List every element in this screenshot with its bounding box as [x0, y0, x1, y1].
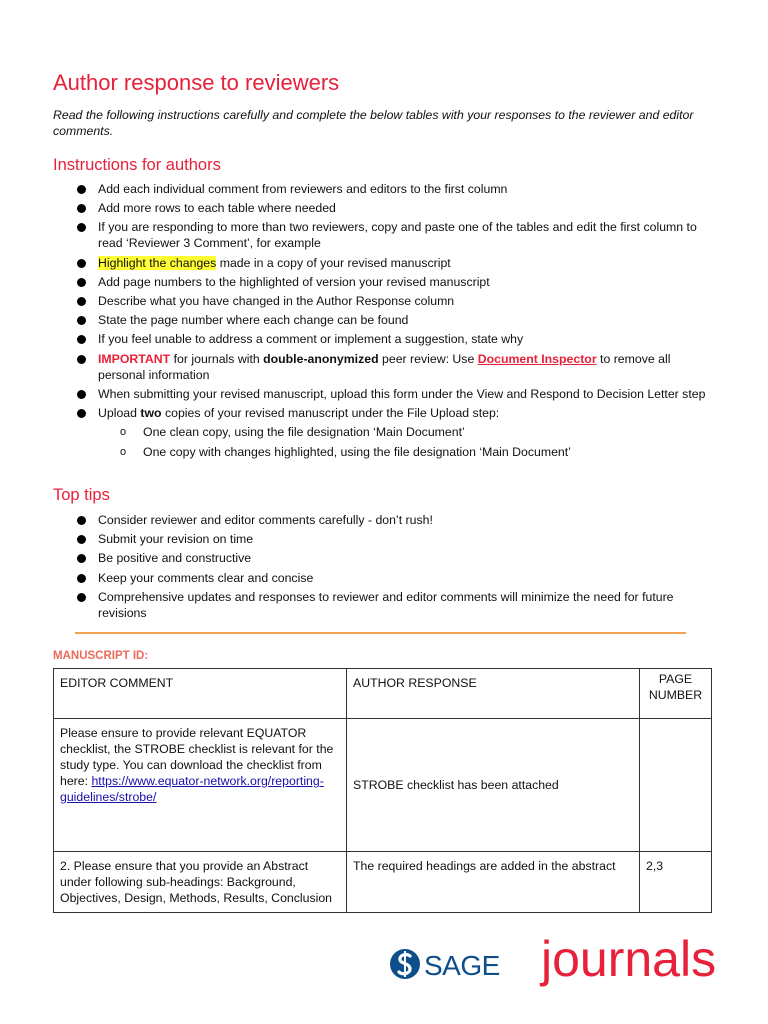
upload-sub-list — [98, 424, 720, 460]
section-divider — [75, 632, 686, 634]
document-title: Author response to reviewers — [53, 70, 340, 95]
bullet-icon — [77, 204, 86, 213]
sage-s-logo-icon — [389, 944, 421, 984]
bullet-icon — [77, 355, 86, 364]
list-item: Add each individual comment from reviewers and editors to the first column — [0, 181, 720, 197]
bullet-icon — [77, 390, 86, 399]
bullet-icon — [77, 593, 86, 602]
header-author-response: AUTHOR RESPONSE — [347, 669, 640, 719]
list-item: If you feel unable to address a comment or implement a suggestion, state why — [0, 331, 720, 347]
sub-list-item: o One clean copy, using the file designation ‘Main Document’ — [120, 424, 465, 439]
circle-bullet-icon: o — [120, 425, 127, 438]
list-item: If you are responding to more than two reviewers, copy and paste one of the tables and edit the first column to read ‘Reviewer 3 Comment’, for example — [0, 219, 720, 251]
instructions-heading: Instructions for authors — [53, 156, 221, 174]
list-item: Submit your revision on time — [0, 531, 720, 547]
list-item: Comprehensive updates and responses to reviewer and editor comments will minimize the need for future revisions — [0, 589, 720, 621]
list-item: Be positive and constructive — [0, 550, 720, 566]
tips-list — [0, 512, 720, 624]
list-item: IMPORTANT for journals with double-anonymized peer review: Use Document Inspector to remove all personal information — [0, 351, 720, 383]
manuscript-id-label: MANUSCRIPT ID: — [53, 650, 149, 662]
instructions-list — [0, 181, 720, 464]
author-response-cell[interactable]: The required headings are added in the abstract — [347, 852, 640, 913]
list-item: Keep your comments clear and concise — [0, 570, 720, 586]
list-item: When submitting your revised manuscript, upload this form under the View and Respond to Decision Letter step — [0, 386, 720, 402]
intro-text: Read the following instructions carefully and complete the below tables with your responses to the reviewer and editor comments. — [53, 108, 694, 138]
bullet-icon — [77, 185, 86, 194]
bullet-icon — [77, 554, 86, 563]
sage-brand-text: SAGE — [424, 950, 500, 981]
journals-brand-text: journals — [541, 931, 717, 987]
list-item: Add more rows to each table where needed — [0, 200, 720, 216]
important-label: IMPORTANT — [98, 351, 171, 366]
bullet-icon — [77, 259, 86, 268]
bullet-icon — [77, 409, 86, 418]
author-response-cell[interactable]: STROBE checklist has been attached — [347, 719, 640, 852]
bullet-icon — [77, 316, 86, 325]
document-inspector-link[interactable]: Document Inspector — [477, 351, 597, 366]
list-item: Highlight the changes made in a copy of your revised manuscript — [0, 255, 720, 271]
list-item: State the page number where each change can be found — [0, 312, 720, 328]
page-number-cell[interactable] — [640, 719, 712, 852]
list-item: Describe what you have changed in the Author Response column — [0, 293, 720, 309]
editor-response-table — [53, 668, 712, 913]
list-item: Upload two copies of your revised manuscript under the File Upload step: o One clean copy, using the file designation ‘Main Document’ o One copy with changes highlighted, using the file designation ‘Main Document’ — [0, 405, 720, 460]
bullet-icon — [77, 516, 86, 525]
top-tips-heading: Top tips — [53, 486, 110, 504]
editor-comment-cell[interactable]: 2. Please ensure that you provide an Abstract under following sub-headings: Background, Objectives, Design, Methods, Results, Conclusion — [54, 852, 347, 913]
highlighted-text: Highlight the changes — [98, 255, 217, 270]
table-header-row — [54, 669, 712, 719]
sub-list-item: o One copy with changes highlighted, using the file designation ‘Main Document’ — [120, 444, 571, 459]
list-item: Consider reviewer and editor comments carefully - don’t rush! — [0, 512, 720, 528]
bullet-icon — [77, 278, 86, 287]
table-row — [54, 719, 712, 852]
circle-bullet-icon: o — [120, 445, 127, 458]
list-item: Add page numbers to the highlighted of version your revised manuscript — [0, 274, 720, 290]
bullet-icon — [77, 574, 86, 583]
header-editor-comment: EDITOR COMMENT — [54, 669, 347, 719]
bullet-icon — [77, 297, 86, 306]
bullet-icon — [77, 335, 86, 344]
page-number-cell[interactable]: 2,3 — [640, 852, 712, 913]
editor-comment-cell[interactable]: Please ensure to provide relevant EQUATOR checklist, the STROBE checklist is relevant for the study type. You can download the checklist from here: https://www.equator-network.org/reporting-guidelines/strobe/ — [54, 719, 347, 852]
strobe-checklist-link[interactable]: https://www.equator-network.org/reporting-guidelines/strobe/ — [60, 774, 324, 804]
header-page-number: PAGE NUMBER — [640, 669, 712, 719]
table-row — [54, 852, 712, 913]
bullet-icon — [77, 223, 86, 232]
bullet-icon — [77, 535, 86, 544]
